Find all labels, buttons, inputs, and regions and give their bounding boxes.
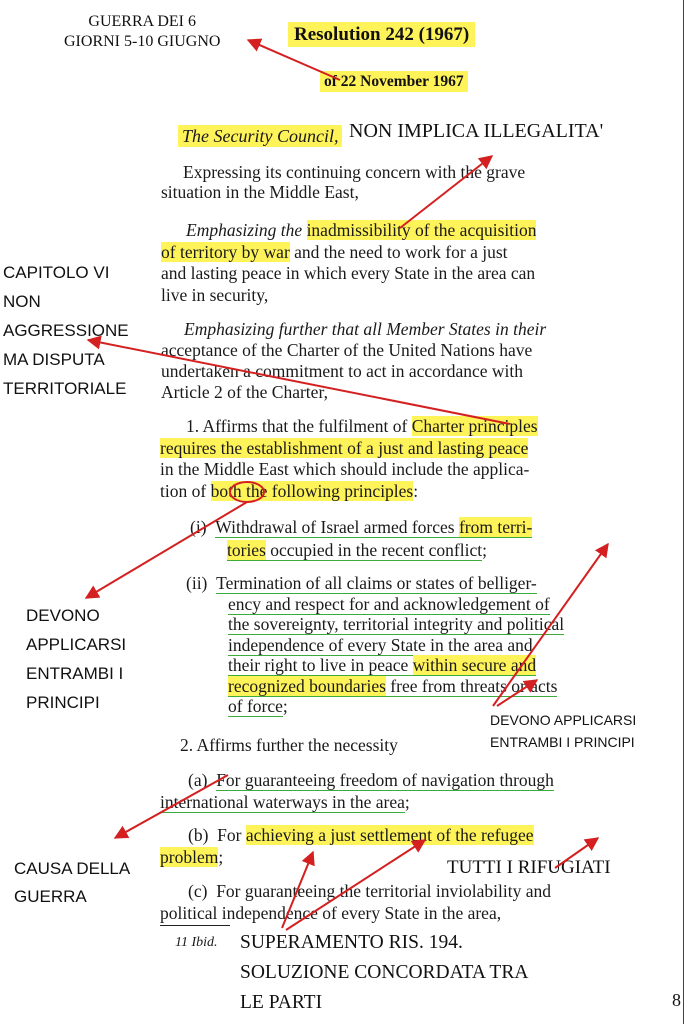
note-causa: CAUSA DELLA GUERRA xyxy=(14,859,131,906)
para-affirms-further: 2. Affirms further the necessity xyxy=(180,735,398,755)
item-a: (a) For guaranteeing freedom of navigation through international waterways in the area; xyxy=(160,770,554,812)
page-edge-line xyxy=(683,0,684,1024)
item-c: (c) For guaranteeing the territorial inviolability and political independence of every State in the area, xyxy=(160,881,552,923)
item-i: (i) Withdrawal of Israel armed forces from terri- tories occupied in the recent conflict; xyxy=(190,517,533,560)
item-b: (b) For achieving a just settlement of the refugee problem; xyxy=(160,825,534,867)
item-ii: (ii) Termination of all claims or states of belliger- ency and respect for and acknowledgement of the sovereignty, territorial integrity and political independence of every State in the area and their right to live in peace within secure and recognized boundaries free from threats or acts of force; xyxy=(186,573,565,716)
note-tutti: TUTTI I RIFUGIATI xyxy=(447,857,611,878)
page-number: 8 xyxy=(672,990,681,1010)
footnote: 11 Ibid. xyxy=(175,935,218,950)
note-devono-right: DEVONO APPLICARSI ENTRAMBI I PRINCIPI xyxy=(490,712,637,750)
note-non-implica: NON IMPLICA ILLEGALITA' xyxy=(349,120,604,142)
para-emphasizing-further: Emphasizing further that all Member States in their acceptance of the Charter of the United Nations have undertaken a commitment to act in accordance with Article 2 of the Charter, xyxy=(161,319,547,402)
security-council-line: The Security Council, xyxy=(178,126,342,147)
resolution-title: Resolution 242 (1967) xyxy=(288,24,475,46)
para-affirms: 1. Affirms that the fulfilment of Charter principles requires the establishment of a just and lasting peace in the Middle East which should include the applica- tion of both the following principles: xyxy=(160,416,538,501)
para-expressing: Expressing its continuing concern with the grave situation in the Middle East, xyxy=(161,162,526,202)
footnote-rule xyxy=(160,925,230,926)
para-emphasizing: Emphasizing the inadmissibility of the acquisition of territory by war and the need to work for a just and lasting peace in which every State in the area can live in security, xyxy=(161,220,537,305)
note-capitolo: CAPITOLO VI NON AGGRESSIONE MA DISPUTA TERRITORIALE xyxy=(3,263,129,398)
note-superamento: SUPERAMENTO RIS. 194. SOLUZIONE CONCORDATA TRA LE PARTI xyxy=(240,932,529,1013)
resolution-date: of 22 November 1967 xyxy=(320,73,468,91)
note-devono-left: DEVONO APPLICARSI ENTRAMBI I PRINCIPI xyxy=(26,606,127,712)
note-war-title: GUERRA DEI 6 GIORNI 5-10 GIUGNO xyxy=(64,13,221,50)
